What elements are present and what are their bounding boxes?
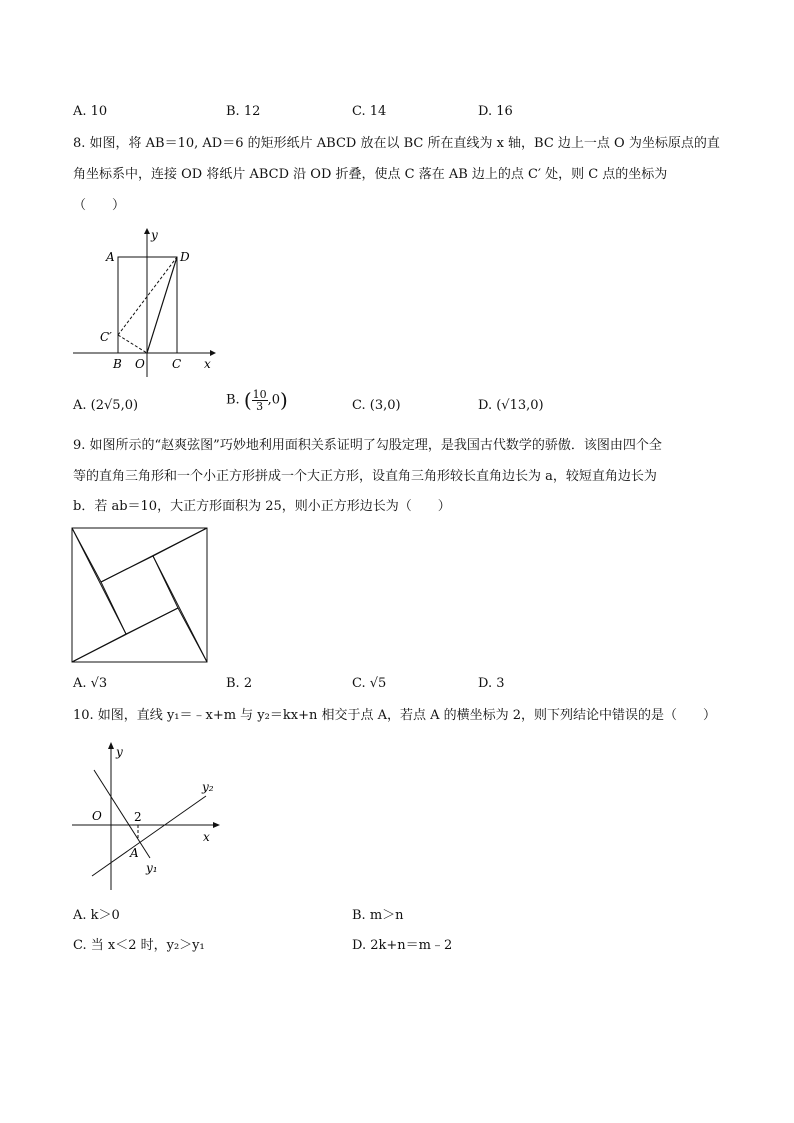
q8-fig-label-c-prime: C′ [100,330,112,344]
q10-fig-label-a: A [130,846,139,860]
q8-option-d-label: D. [478,398,493,413]
q10-fig-label-y: y [116,745,123,759]
q8-option-d [478,398,544,413]
q8-option-b-denominator: 3 [256,399,264,413]
q10-figure [70,740,230,895]
q8-fig-label-x: x [204,357,211,371]
q8-option-b [226,388,288,412]
q8-option-b-tail: ,0 [267,392,281,408]
q9-option-b: B. 2 [226,676,253,691]
q9-text-line-2: 等的直角三角形和一个小正方形拼成一个大正方形，设直角三角形较长直角边长为 a，较短直角边长为 [73,469,657,484]
q10-option-a: A. k＞0 [73,908,120,923]
q8-fig-label-d: D [180,250,190,264]
q8-option-b-paren-open: ( [243,388,252,412]
q7-option-b: B. 12 [226,104,261,119]
q8-text-line-2: 角坐标系中，连接 OD 将纸片 ABCD 沿 OD 折叠，使点 C 落在 AB 边上的点 C′ 处，则 C 点的坐标为 [73,167,668,182]
q9-zhao-shuang-figure [70,526,210,664]
q9-option-a: A. √3 [73,676,108,691]
q9-option-d: D. 3 [478,676,505,691]
q10-option-c: C. 当 x＜2 时，y₂＞y₁ [73,938,205,953]
q10-fig-label-x: x [203,830,210,844]
q8-fig-label-o: O [135,357,145,371]
q8-text-line-3: （ ） [73,198,126,213]
q8-option-c-value: (3,0) [369,398,401,413]
q8-text-line-1: 8. 如图，将 AB＝10, AD＝6 的矩形纸片 ABCD 放在以 BC 所在直线为 x 轴，BC 边上一点 O 为坐标原点的直 [73,136,720,151]
q8-option-b-label: B. [226,392,240,408]
q10-text-line-1: 10. 如图，直线 y₁＝﹣x+m 与 y₂＝kx+n 相交于点 A，若点 A 的横坐标为 2，则下列结论中错误的是（ ） [73,708,717,723]
q8-option-a-value: (2√5,0) [90,398,139,413]
q8-fig-label-a: A [106,250,115,264]
q8-option-d-value: (√13,0) [496,398,544,413]
q9-option-c: C. √5 [352,676,387,691]
q9-text-line-3: b．若 ab＝10，大正方形面积为 25，则小正方形边长为（ ） [73,499,451,514]
q7-option-d: D. 16 [478,104,513,119]
q10-option-b: B. m＞n [352,908,404,923]
q10-fig-label-two: 2 [134,810,142,824]
q9-text-line-1: 9. 如图所示的“赵爽弦图”巧妙地利用面积关系证明了勾股定理，是我国古代数学的骄傲．该图由四个全 [73,438,662,453]
q8-option-c [352,398,401,413]
q8-fig-label-c: C [172,357,182,371]
q8-fig-label-b: B [113,357,122,371]
q8-option-a-label: A. [73,398,87,413]
q10-fig-label-y1: y₁ [146,861,158,875]
q8-option-a [73,398,138,413]
q10-fig-label-o: O [92,809,102,823]
q8-option-c-label: C. [352,398,366,413]
q8-option-b-paren-close: ) [280,388,288,412]
q10-fig-label-y2: y₂ [202,780,214,794]
q8-fig-label-y: y [151,228,158,242]
q7-option-a: A. 10 [73,104,108,119]
q10-option-d: D. 2k+n＝m﹣2 [352,938,453,953]
q8-option-b-fraction [252,389,268,412]
q7-option-c: C. 14 [352,104,387,119]
q8-option-b-numerator: 10 [252,387,267,401]
q8-figure [70,225,220,380]
